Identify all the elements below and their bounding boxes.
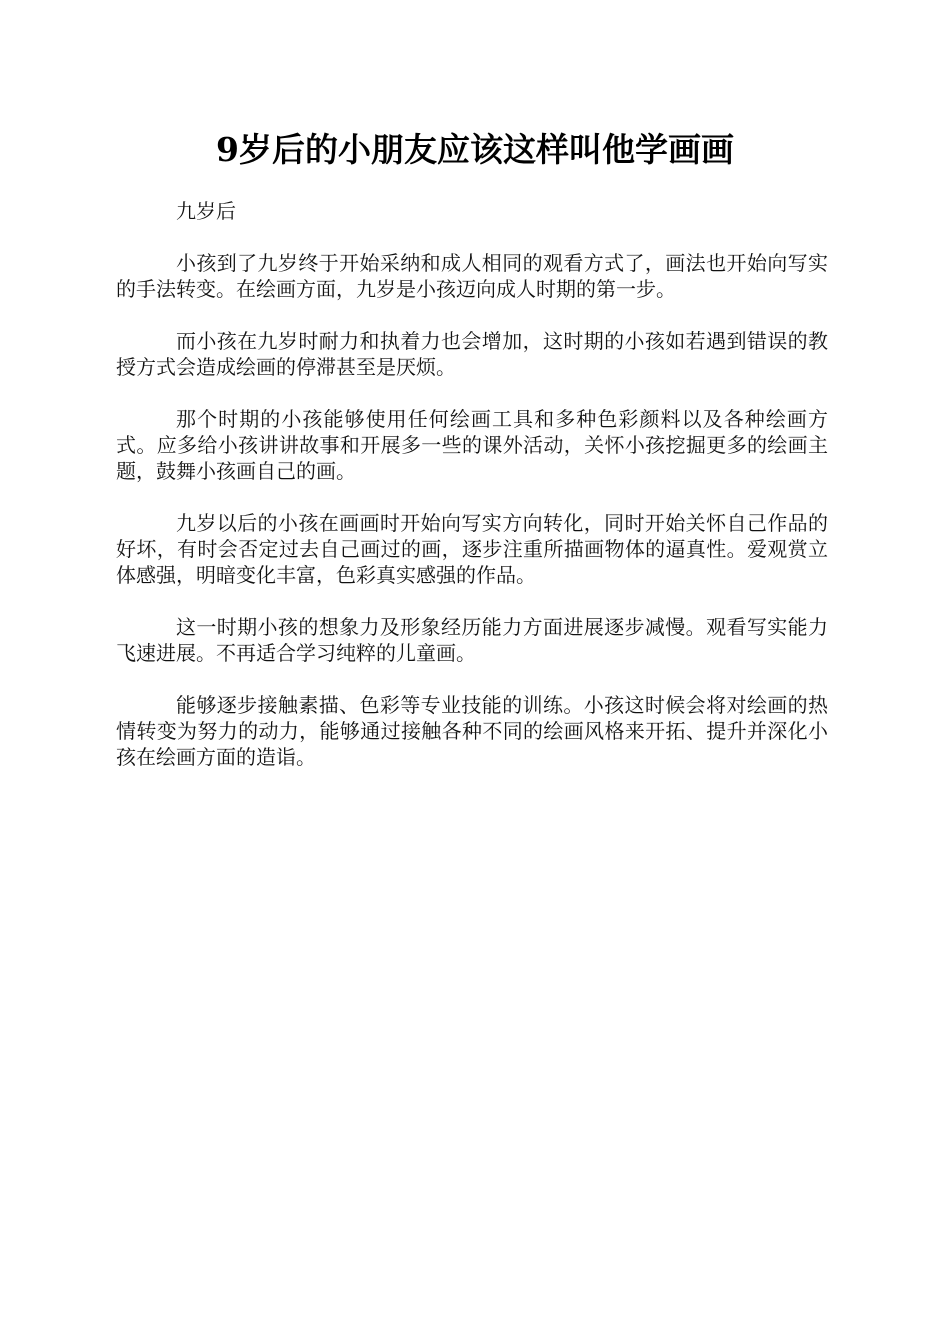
paragraph-3: 那个时期的小孩能够使用任何绘画工具和多种色彩颜料以及各种绘画方式。应多给小孩讲讲故事和开展多一些的课外活动，关怀小孩挖掘更多的绘画主题，鼓舞小孩画自己的画。	[116, 407, 828, 483]
paragraph-6: 能够逐步接触素描、色彩等专业技能的训练。小孩这时候会将对绘画的热情转变为努力的动力，能够通过接触各种不同的绘画风格来开拓、提升并深化小孩在绘画方面的造诣。	[116, 693, 828, 769]
document-title: 9岁后的小朋友应该这样叫他学画画	[216, 130, 734, 169]
paragraph-5: 这一时期小孩的想象力及形象经历能力方面进展逐步减慢。观看写实能力飞速进展。不再适合学习纯粹的儿童画。	[116, 615, 828, 665]
section-heading: 九岁后	[176, 199, 236, 223]
paragraph-2: 而小孩在九岁时耐力和执着力也会增加，这时期的小孩如若遇到错误的教授方式会造成绘画的停滞甚至是厌烦。	[116, 329, 828, 379]
document-body	[116, 198, 828, 796]
paragraph-4: 九岁以后的小孩在画画时开始向写实方向转化，同时开始关怀自己作品的好坏，有时会否定过去自己画过的画，逐步注重所描画物体的逼真性。爱观赏立体感强，明暗变化丰富，色彩真实感强的作品。	[116, 511, 828, 587]
paragraph-1: 小孩到了九岁终于开始采纳和成人相同的观看方式了，画法也开始向写实的手法转变。在绘画方面，九岁是小孩迈向成人时期的第一步。	[116, 251, 828, 301]
